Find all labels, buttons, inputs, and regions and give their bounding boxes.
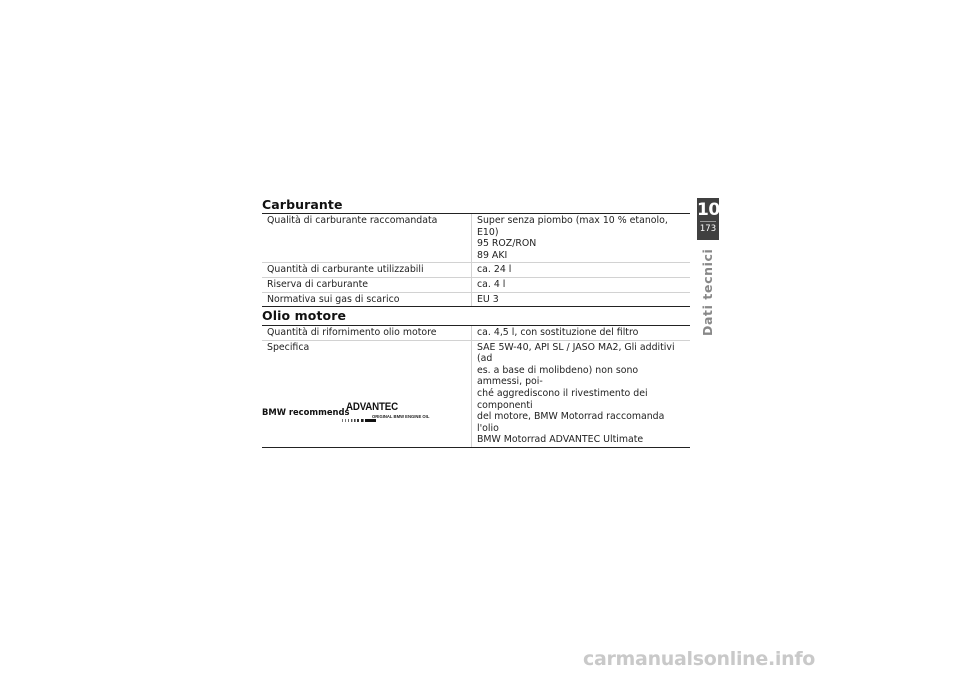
row-value: Super senza piombo (max 10 % etanolo, E10) 95 ROZ/RON 89 AKI [471,214,690,262]
chapter-tab [697,198,719,240]
table-row [262,293,690,308]
row-label: Specifica [267,341,310,353]
row-label: Riserva di carburante [267,278,369,290]
table-row [262,278,690,293]
advantec-logo [342,401,430,424]
row-label: Quantità di rifornimento olio motore [267,327,437,338]
section-title-olio: Olio motore [262,308,347,323]
row-label: Quantità di carburante utilizzabili [267,264,424,276]
chapter-number: 10 [697,200,720,220]
table-row [262,341,690,448]
recommend-text: BMW recommends [262,407,350,417]
logo-wordmark: ADVANTEC [346,401,398,413]
chapter-divider [700,221,716,222]
row-label: Qualità di carburante raccomandata [267,215,438,226]
table-row [262,325,690,341]
row-label: Normativa sui gas di scarico [267,293,400,305]
watermark-text: carmanualsonline.info [583,648,816,670]
row-value: ca. 24 l [471,263,690,277]
page-number: 173 [699,224,717,234]
logo-subtitle: ORIGINAL BMW ENGINE OIL [372,414,430,419]
fuel-table [262,213,690,307]
chapter-side-label: Dati tecnici [700,248,715,336]
row-value: SAE 5W-40, API SL / JASO MA2, Gli additivi (ad es. a base di molibdeno) non sono ammessi, poi- ché aggrediscono il rivestimento dei componenti del motore, BMW Motorrad raccomanda l'olio BMW Motorrad ADVANTEC Ultimate [471,341,690,447]
oil-table [262,325,690,448]
row-value: EU 3 [471,293,690,307]
section-title-carburante: Carburante [262,197,343,212]
row-value: ca. 4 l [471,278,690,292]
logo-stripes-icon [342,419,376,422]
row-value: ca. 4,5 l, con sostituzione del filtro [471,326,690,340]
table-row [262,263,690,278]
table-row [262,213,690,263]
